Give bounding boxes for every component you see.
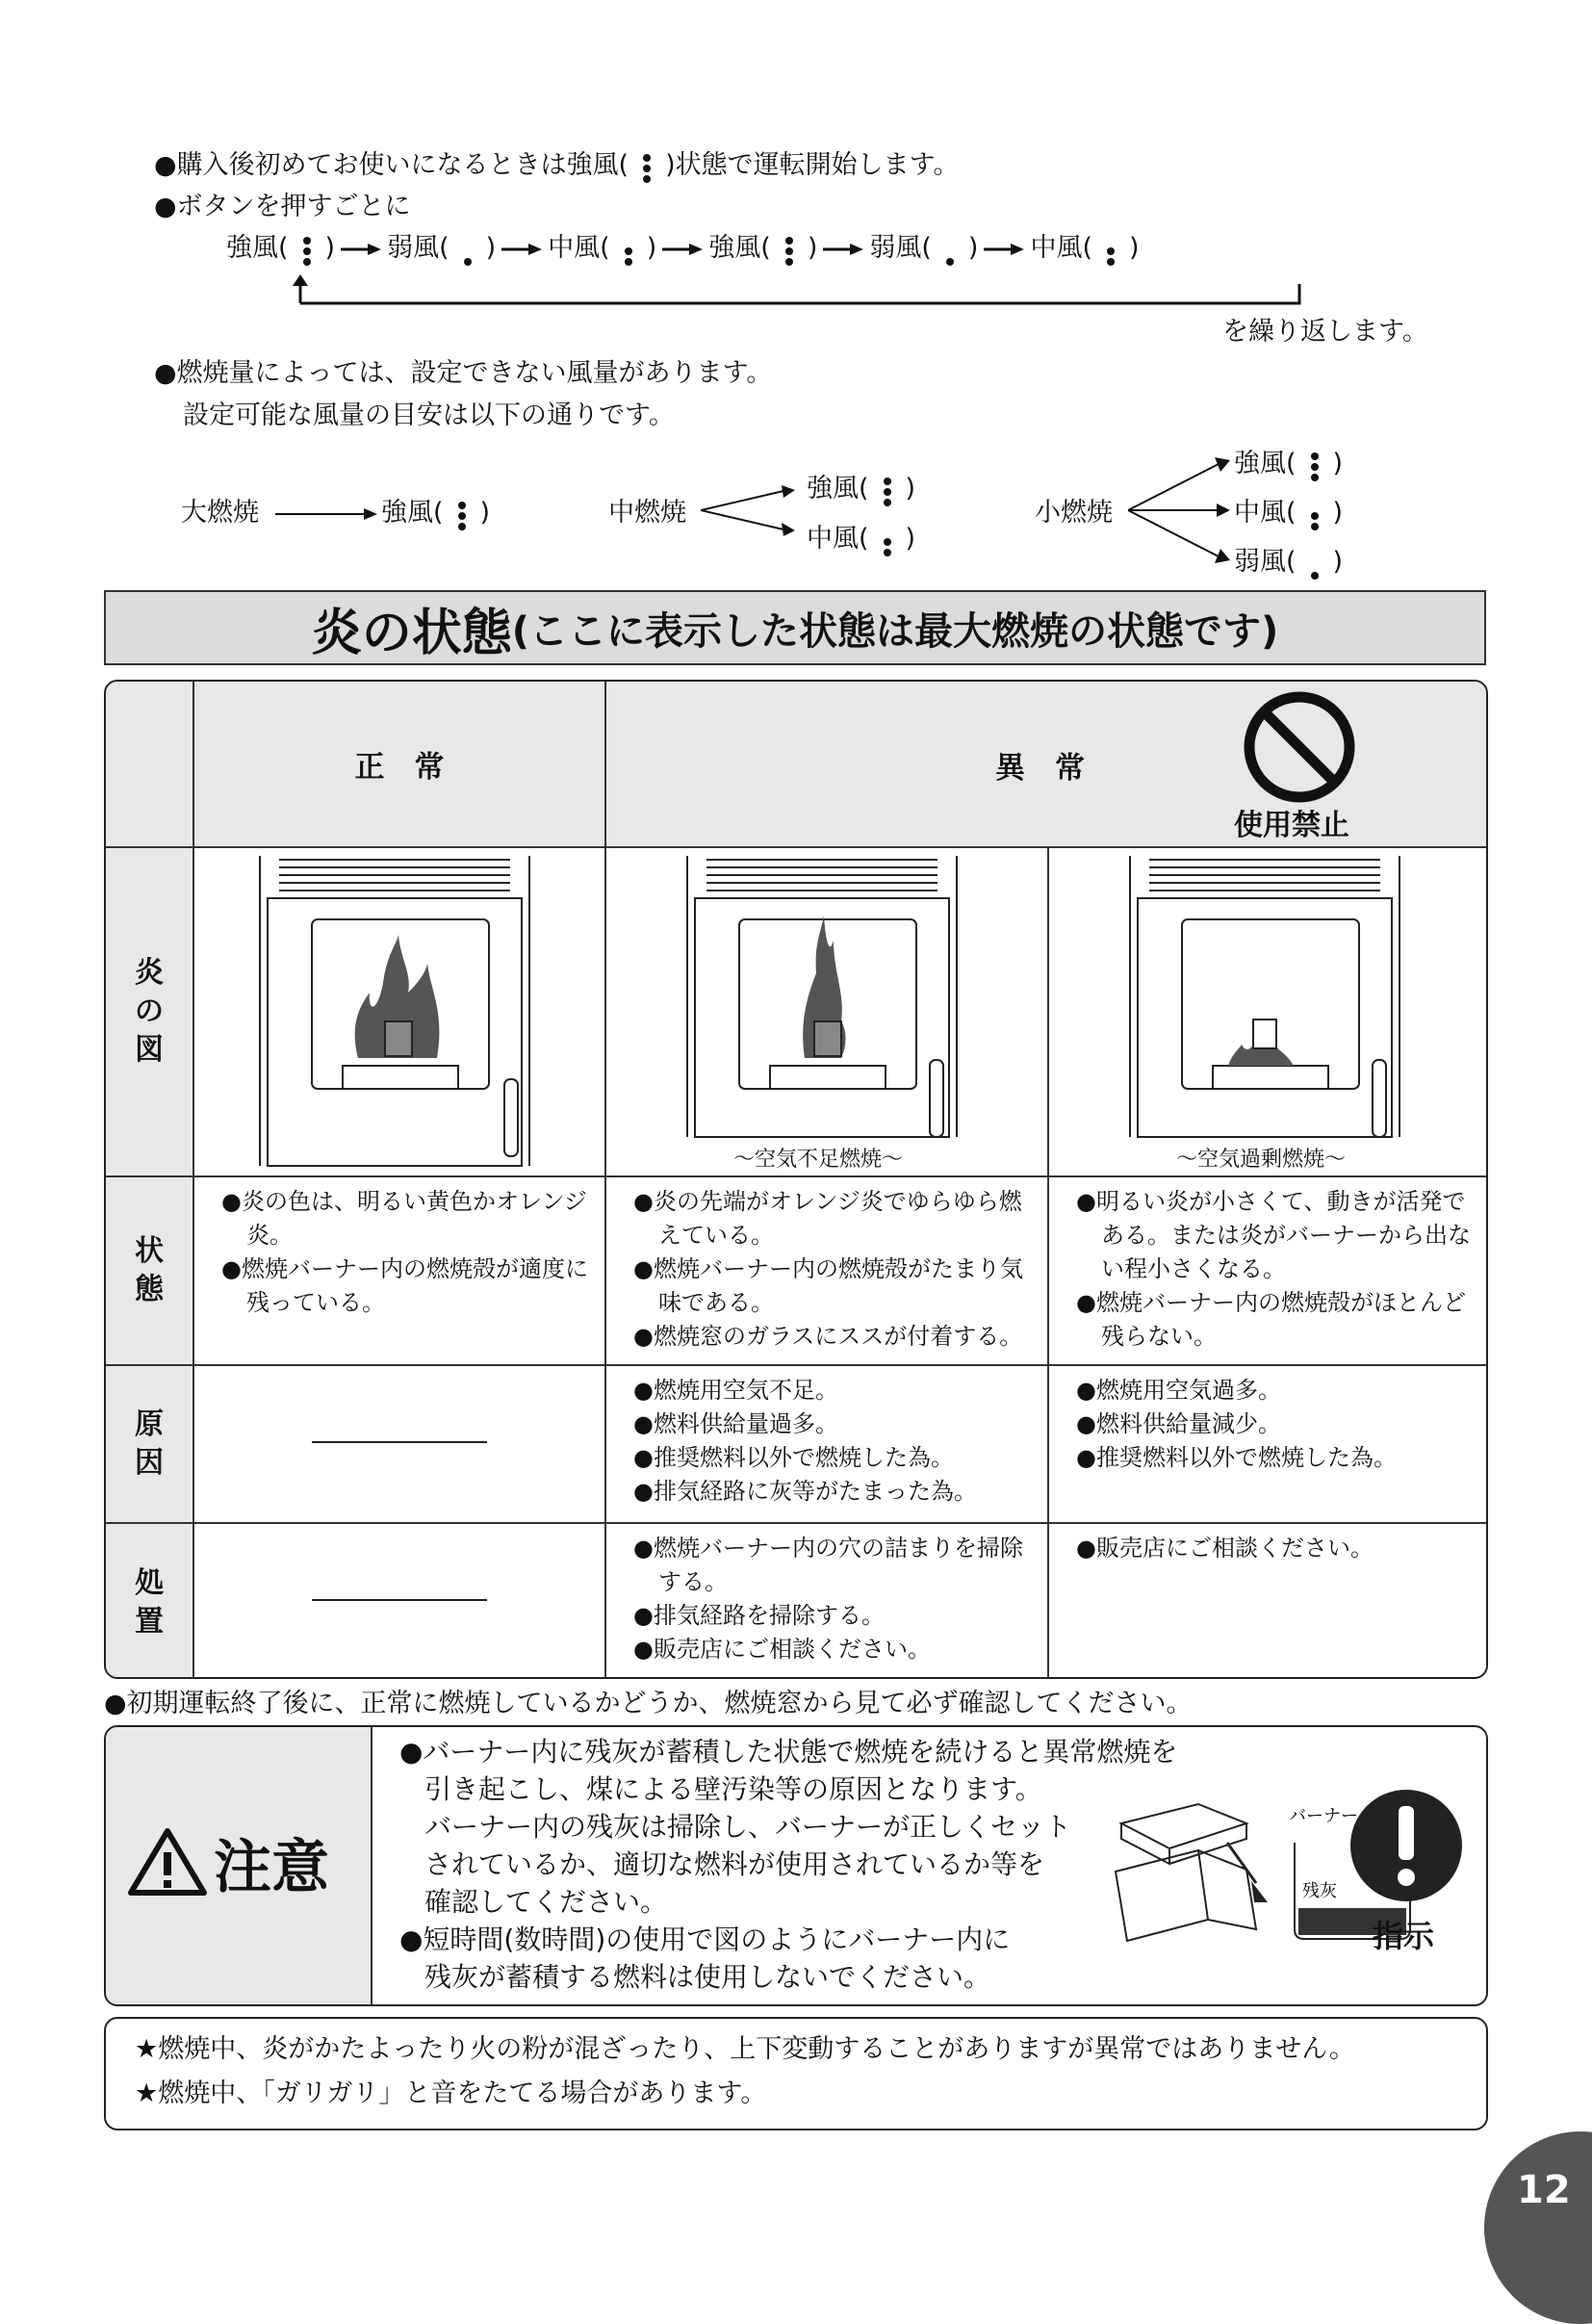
fan-weak-icon (459, 233, 476, 266)
cause-excess-air (1049, 1366, 1488, 1524)
prohibition-icon (1242, 689, 1357, 805)
arrow-right-icon (501, 243, 542, 256)
warning-triangle-icon (127, 1825, 208, 1898)
combustion-small-label: 小燃焼 (1035, 498, 1113, 528)
fan-strong-icon (1306, 449, 1323, 481)
caution-line: 残灰が蓄積する燃料は使用しないでください。 (424, 1961, 991, 1993)
cycle-step: 強風( ) (226, 233, 335, 263)
cycle-step: 中風( ) (1030, 233, 1139, 263)
small-mid: 中風( ) (1234, 496, 1343, 530)
intro-line-1-text: ●購入後初めてお使いになるときは強風( )状態で運転開始します。 (154, 150, 959, 180)
state-item: ●明るい炎が小さくて、動きが活発である。または炎がバーナーから出ない程小さくなる。 (1076, 1188, 1471, 1282)
note-2: ★燃焼中、「ガリガリ」と音をたてる場合があります。 (135, 2079, 767, 2108)
cycle-step: 弱風( ) (387, 233, 496, 263)
ash-label: 残灰 (1302, 1881, 1337, 1901)
cause-item: ●燃料供給量過多。 (633, 1410, 838, 1437)
fan-strong-icon (781, 233, 798, 266)
state-item: ●燃焼バーナー内の燃焼殻が適度に残っている。 (221, 1255, 588, 1316)
fan-weak-icon (1306, 547, 1323, 580)
note-1: ★燃焼中、炎がかたよったり火の粉が混ざったり、上下変動することがありますが異常ではありません。 (135, 2034, 1355, 2064)
combustion-medium-label: 中燃焼 (608, 498, 686, 528)
normal-header: 正 常 (194, 682, 606, 848)
cause-item: ●燃焼用空気不足。 (633, 1377, 838, 1404)
instruction-icon (1346, 1785, 1467, 1906)
arrow-right-icon (341, 243, 381, 256)
remedy-item: ●排気経路を掃除する。 (633, 1602, 885, 1629)
intro-line-1 (154, 148, 959, 183)
intro-line-4: 設定可能な風量の目安は以下の通りです。 (183, 400, 675, 430)
caution-line: 引き起こし、煤による壁汚染等の原因となります。 (424, 1773, 1042, 1805)
branch-arrow-icon (1128, 452, 1234, 568)
fan-medium-icon (1102, 233, 1119, 266)
cause-item: ●排気経路に灰等がたまった為。 (633, 1478, 977, 1505)
caution-line: ●バーナー内に残灰が蓄積した状態で燃焼を続けると異常燃焼を (399, 1736, 1178, 1768)
flame-state-table (104, 680, 1488, 1679)
cause-lack-air (606, 1366, 1049, 1524)
abnormal-header-cell (606, 682, 1488, 848)
cause-item: ●推奨燃料以外で燃焼した為。 (1076, 1444, 1397, 1471)
fan-strong-icon (638, 150, 655, 183)
arrow-right-icon (275, 504, 379, 524)
medium-strong: 強風( ) (807, 472, 915, 506)
row-label-diagram: 炎 の 図 (106, 848, 194, 1177)
fan-cycle-sequence (226, 231, 1140, 266)
intro-line-3: ●燃焼量によっては、設定できない風量があります。 (154, 358, 773, 388)
fan-strong-icon (879, 474, 896, 506)
section-title-main: 炎の状態 (311, 604, 512, 662)
caution-label: 注意 (214, 1834, 329, 1901)
caution-line: バーナー内の残灰は掃除し、バーナーが正しくセット (424, 1811, 1072, 1843)
branch-arrow-icon (701, 481, 797, 539)
dash-line (312, 1599, 487, 1601)
state-normal (194, 1177, 606, 1366)
cycle-step: 強風( ) (708, 233, 817, 263)
remedy-item: ●燃焼バーナー内の穴の詰まりを掃除する。 (633, 1535, 1023, 1595)
arrow-right-icon (823, 243, 863, 256)
arrow-right-icon (662, 243, 703, 256)
state-item: ●燃焼窓のガラスにススが付着する。 (633, 1323, 1023, 1350)
repeat-text: を繰り返します。 (1222, 317, 1428, 347)
remedy-excess-air (1049, 1524, 1488, 1679)
caution-label-cell (106, 1727, 372, 2004)
arrow-right-icon (984, 243, 1024, 256)
stove-normal-flame-icon (194, 848, 604, 1175)
dash-line (312, 1441, 487, 1443)
fan-strong-icon (298, 233, 316, 266)
notes-box (104, 2017, 1488, 2130)
state-item: ●炎の先端がオレンジ炎でゆらゆら燃えている。 (633, 1188, 1022, 1249)
small-strong: 強風( ) (1234, 447, 1343, 481)
caution-box (104, 1725, 1488, 2006)
section-title (104, 590, 1486, 665)
prohibit-label: 使用禁止 (1234, 809, 1349, 842)
caution-line: 確認してください。 (424, 1886, 668, 1918)
stove-tall-flame-icon (606, 848, 1047, 1175)
caution-line: されているか、適切な燃料が使用されているか等を (424, 1848, 1045, 1880)
cause-normal (194, 1366, 606, 1524)
fan-strong-icon (453, 498, 471, 530)
state-excess-air (1049, 1177, 1488, 1366)
state-item: ●炎の色は、明るい黄色かオレンジ炎。 (221, 1188, 587, 1249)
state-lack-air (606, 1177, 1049, 1366)
fan-medium-icon (620, 233, 637, 266)
small-weak: 弱風( ) (1234, 545, 1343, 580)
stove-small-flame-icon (1049, 848, 1488, 1175)
instruction-label: 指示 (1373, 1918, 1435, 1954)
cause-item: ●燃料供給量減少。 (1076, 1410, 1281, 1437)
cause-item: ●推奨燃料以外で燃焼した為。 (633, 1444, 954, 1471)
corner-cell (106, 682, 194, 848)
page-number: 12 (1517, 2168, 1571, 2212)
fan-medium-icon (879, 524, 896, 556)
abnormal-header: 異 常 (995, 751, 1085, 786)
intro-line-2: ●ボタンを押すごとに (154, 192, 411, 221)
medium-mid: 中風( ) (807, 522, 915, 556)
row-label-remedy: 処 置 (106, 1524, 194, 1679)
remedy-normal (194, 1524, 606, 1679)
remedy-lack-air (606, 1524, 1049, 1679)
remedy-item: ●販売店にご相談ください。 (1076, 1535, 1374, 1562)
caption-excess-air: ～空気過剰燃焼～ (1176, 1148, 1347, 1172)
diagram-excess-air (1049, 848, 1488, 1177)
caption-lack-air: ～空気不足燃焼～ (733, 1148, 904, 1172)
confirm-note: ●初期運転終了後に、正常に燃焼しているかどうか、燃焼窓から見て必ず確認してください。 (104, 1689, 1193, 1718)
page-number-badge (1484, 2131, 1592, 2324)
remedy-item: ●販売店にご相談ください。 (633, 1636, 931, 1663)
fan-medium-icon (1306, 498, 1323, 530)
large-strong: 強風( ) (381, 496, 490, 530)
row-label-state: 状 態 (106, 1177, 194, 1366)
section-title-sub: (ここに表示した状態は最大燃焼の状態です) (511, 608, 1279, 654)
diagram-lack-air (606, 848, 1049, 1177)
burner-label: バーナー (1289, 1806, 1358, 1826)
state-item: ●燃焼バーナー内の燃焼殻がほとんど残らない。 (1076, 1289, 1466, 1350)
row-label-cause: 原 因 (106, 1366, 194, 1524)
fan-weak-icon (941, 233, 959, 266)
diagram-normal (194, 848, 606, 1177)
cycle-step: 弱風( ) (869, 233, 978, 263)
cause-item: ●燃焼用空気過多。 (1076, 1377, 1281, 1404)
combustion-large-label: 大燃焼 (181, 498, 259, 528)
cycle-return-arrow-icon (289, 274, 1309, 313)
cycle-step: 中風( ) (548, 233, 656, 263)
caution-line: ●短時間(数時間)の使用で図のようにバーナー内に (399, 1924, 1011, 1955)
state-item: ●燃焼バーナー内の燃焼殻がたまり気味である。 (633, 1255, 1023, 1316)
